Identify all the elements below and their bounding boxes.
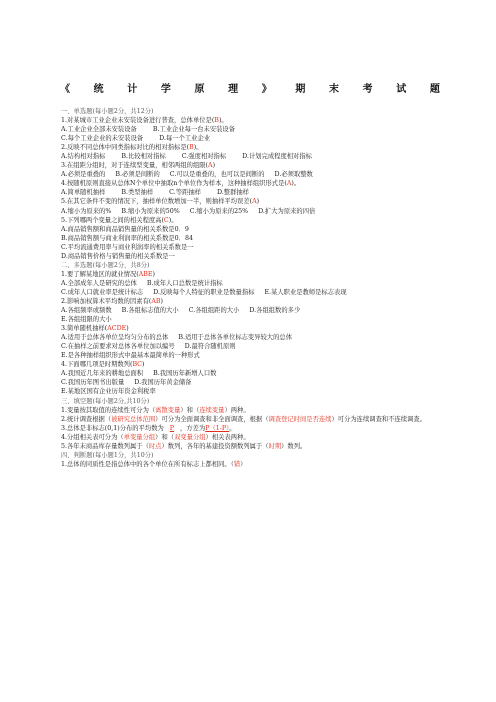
- answer: A: [252, 198, 257, 206]
- answer: 双变量分组: [174, 433, 206, 441]
- question: 1.总体的同质性是指总体中的各个单位在所有标志上都相同。（错）: [61, 460, 247, 468]
- option: E.是各种抽样组织形式中最基本最简单的一种形式: [61, 352, 200, 360]
- options: A.简单随机抽样 B.类型抽样 C.等距抽样 D.整群抽样: [61, 189, 249, 197]
- exam-body: [61, 107, 461, 469]
- option: D.商品销售价格与销售量的相关系数是一: [61, 252, 175, 260]
- answer: BC: [132, 361, 142, 369]
- question: 4.按随机原则直接从总体N个单位中抽取n个单位作为样本，这种抽样组织形式是(A)。: [61, 180, 301, 188]
- option: E.某地区国有企业历年资金利税率: [61, 388, 156, 396]
- title-char: 《: [60, 84, 70, 95]
- title-char: 》: [261, 84, 272, 95]
- section-heading: 二、多选题(每小题2分，共8分): [61, 261, 150, 269]
- title-char: 学: [160, 84, 171, 95]
- title-char: 期: [295, 84, 306, 95]
- question: 1.对某城市工业企业未安装设备进行普查，总体单位是(B)。: [61, 117, 228, 125]
- options: A.适用于总体各单位呈均匀分布的总体 B.适用于总体各单位标志变异较大的总体: [61, 334, 292, 342]
- answer: A: [286, 180, 292, 188]
- options: A.我国近几年来的耕地总面积 B.我国历年新增人口数: [61, 370, 217, 378]
- option: B.商品销售额与商业利润率的相关系数是0．84: [61, 234, 193, 242]
- answer: B: [189, 144, 194, 152]
- answer: 被研究总体范围: [111, 415, 156, 423]
- section-heading: 三、填空题(每小题2分,共10分): [61, 397, 150, 405]
- section-heading: 四、判断题(每小题1分，共10分): [61, 451, 154, 459]
- option: A.商品销售额和商品销售量的相关系数是0．9: [61, 225, 189, 233]
- title-char: 考: [362, 84, 373, 95]
- answer: C: [163, 216, 169, 224]
- answer: 错: [233, 460, 241, 468]
- question: 5.下列哪两个变量之间的相关程度高(C)。: [61, 216, 178, 224]
- option: E.各组组限的大小: [61, 316, 112, 324]
- options: A.工业企业全部未安装设备 B.工业企业每一台未安装设备: [61, 126, 236, 134]
- title-char: 题: [429, 84, 440, 95]
- title-char: 理: [228, 84, 239, 95]
- question: 4.下面哪几项是时期数列(BC): [61, 361, 145, 369]
- answer: B: [214, 117, 219, 125]
- question: 2.统计调查根据（被研究总体范围）可分为全面调查和非全面调查，根据（调查登记时间是否连续）可分为连续调查和不连续调查。: [61, 415, 426, 423]
- question: 1.要了解某地区的就业情况(ABE): [61, 270, 155, 278]
- title-char: 试: [396, 84, 407, 95]
- title-char: 原: [194, 84, 205, 95]
- answer: A: [208, 162, 213, 170]
- answer: 时点: [148, 442, 162, 450]
- options: C.每个工业企业的未安装设备 D.每一个工业企业: [61, 135, 211, 143]
- question: 5.各年末商品库存量数列属于（时点）数列，各年的基建投资额数列属于（时期）数列。: [61, 442, 307, 450]
- options: A.全部成年人是研究的总体 B.成年人口总数是统计指标: [61, 279, 223, 287]
- answer: P: [169, 424, 175, 432]
- question: 3.在组距分组时，对于连续型变量，相邻两组的组限(A): [61, 162, 216, 170]
- answer: AB: [151, 297, 161, 305]
- title-char: 计: [127, 84, 138, 95]
- answer: P（1-P）: [205, 424, 230, 432]
- question: 2.影响加权算术平均数的因素有(AB): [61, 297, 163, 305]
- question: 2.反映不同总体中同类指标对比的相对指标是(B)。: [61, 144, 203, 152]
- options: A.缩小为原来的% B.缩小为原来的50% C.缩小为原来的25% D.扩大为原来的四倍: [61, 207, 316, 215]
- title-char: 末: [329, 84, 339, 95]
- answer: 连续变量: [199, 406, 225, 414]
- options: C.在抽样之前要求对总体各单位加以编号 D.最符合随机原则: [61, 343, 236, 351]
- answer: 调查登记时间是否连续: [268, 415, 332, 423]
- option: C.平均流通费用率与商业利润率的相关系数是一: [61, 243, 194, 251]
- answer: 单变量分组: [123, 433, 156, 441]
- question: 3.简单随机抽样(ACDE): [61, 325, 129, 333]
- options: C.成年人口就业率是统计标志 D.反映每个人特征的职业是数量指标 E.某人职业是教师是标志表现: [61, 288, 347, 296]
- section-heading: 一、单选题(每小题2分，共12分): [61, 108, 154, 115]
- answer: 离散变量: [155, 406, 181, 414]
- answer: ABE: [138, 270, 153, 278]
- title-char: 统: [93, 84, 104, 95]
- question: 3.总体是非标志(0,1)分布的平均数为 P ，方差为P（1-P）。: [61, 424, 236, 432]
- answer: ACDE: [107, 325, 127, 333]
- question: 5.在其它条件不变的情况下，抽样单位数增加一半，则抽样平均误差(A): [61, 198, 260, 206]
- question: 1.变量按其取值的连续性可分为（离散变量）和（连续变量）两种。: [61, 406, 250, 414]
- answer: 时期: [268, 442, 282, 450]
- options: A.必须是重叠的 B.必须是间断的 C.可以是重叠的，也可以是间断的 D.必须取整数: [61, 171, 313, 179]
- question: 4.分组相关表可分为（单变量分组）和（双变量分组）相关表两种。: [61, 433, 250, 441]
- options: A.结构相对指标 B.比较相对指标 C.强度相对指标 D.计划完成程度相对指标: [61, 153, 312, 161]
- page-title: [60, 80, 440, 95]
- options: A.各组频率或频数 B.各组标志值的大小 C.各组组距的大小 D.各组组数的多少: [61, 307, 301, 315]
- options: C.我国历年图书出版量 D.我国历年黄金储备: [61, 379, 192, 387]
